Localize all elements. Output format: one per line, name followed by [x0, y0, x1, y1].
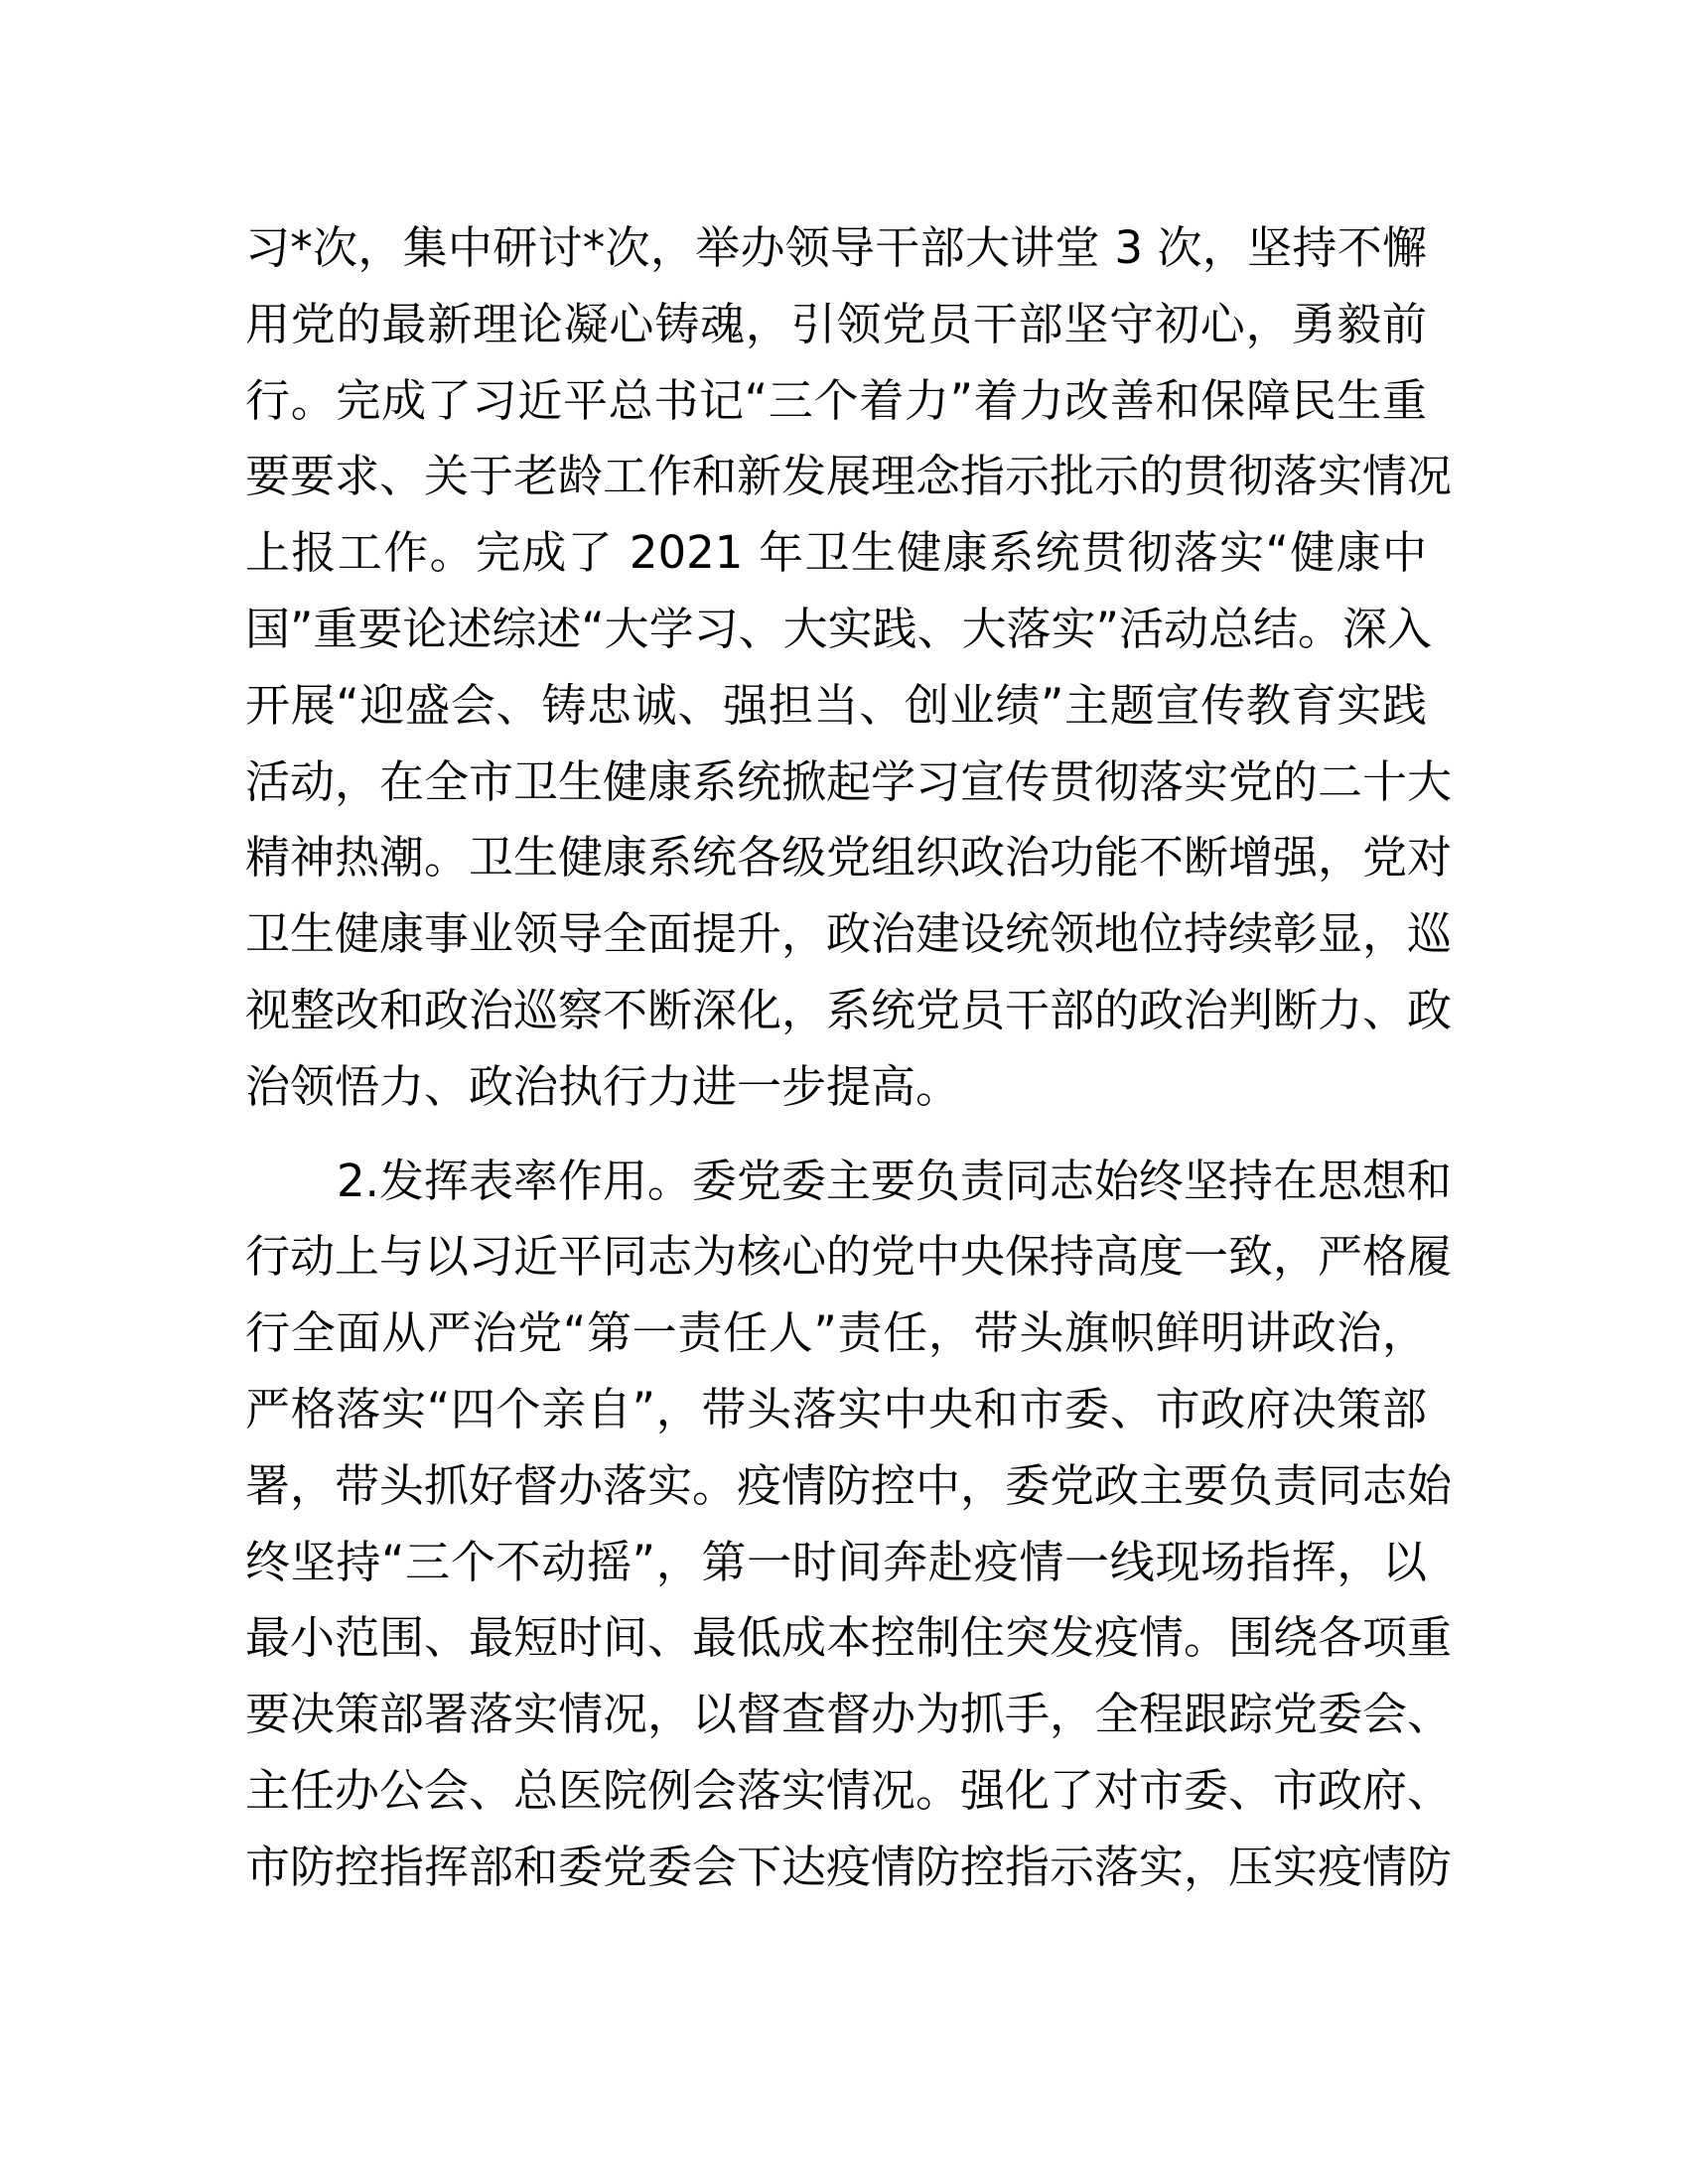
text-line: 习*次，集中研讨*次，举办领导干部大讲堂 3 次，坚持不懈	[245, 221, 1427, 274]
text-line: 行动上与以习近平同志为核心的党中央保持高度一致，严格履	[245, 1230, 1453, 1284]
document-page	[245, 210, 1453, 1906]
paragraph-2	[245, 1144, 1453, 1906]
text-line: 市防控指挥部和委党委会下达疫情防控指示落实，压实疫情防	[245, 1840, 1453, 1893]
text-line: 行全面从严治党“第一责任人”责任，带头旗帜鲜明讲政治，	[245, 1306, 1427, 1360]
paragraph-1	[245, 210, 1453, 1126]
text-line: 严格落实“四个亲自”，带头落实中央和市委、市政府决策部	[245, 1382, 1427, 1435]
text-line: 卫生健康事业领导全面提升，政治建设统领地位持续彰显，巡	[245, 907, 1453, 961]
text-line: 2.发挥表率作用。委党委主要负责同志始终坚持在思想和	[337, 1154, 1452, 1207]
text-line: 精神热潮。卫生健康系统各级党组织政治功能不断增强，党对	[245, 831, 1453, 885]
text-line: 终坚持“三个不动摇”，第一时间奔赴疫情一线现场指挥，以	[245, 1535, 1427, 1588]
text-line: 上报工作。完成了 2021 年卫生健康系统贯彻落实“健康中	[245, 526, 1427, 580]
text-line: 主任办公会、总医院例会落实情况。强化了对市委、市政府、	[245, 1763, 1453, 1817]
text-line: 要决策部署落实情况，以督查督办为抓手，全程跟踪党委会、	[245, 1688, 1453, 1741]
text-line: 国”重要论述综述“大学习、大实践、大落实”活动总结。深入	[245, 602, 1432, 655]
text-line: 署，带头抓好督办落实。疫情防控中，委党政主要负责同志始	[245, 1458, 1453, 1512]
text-line: 治领悟力、政治执行力进一步提高。	[245, 1059, 961, 1113]
text-line: 用党的最新理论凝心铸魂，引领党员干部坚守初心，勇毅前	[245, 297, 1427, 350]
text-line: 开展“迎盛会、铸忠诚、强担当、创业绩”主题宣传教育实践	[245, 678, 1427, 732]
text-line: 最小范围、最短时间、最低成本控制住突发疫情。围绕各项重	[245, 1611, 1453, 1665]
text-line: 活动，在全市卫生健康系统掀起学习宣传贯彻落实党的二十大	[245, 754, 1453, 808]
text-line: 要要求、关于老龄工作和新发展理念指示批示的贯彻落实情况	[245, 450, 1453, 503]
text-line: 行。完成了习近平总书记“三个着力”着力改善和保障民生重	[245, 373, 1427, 427]
text-line: 视整改和政治巡察不断深化，系统党员干部的政治判断力、政	[245, 983, 1453, 1036]
